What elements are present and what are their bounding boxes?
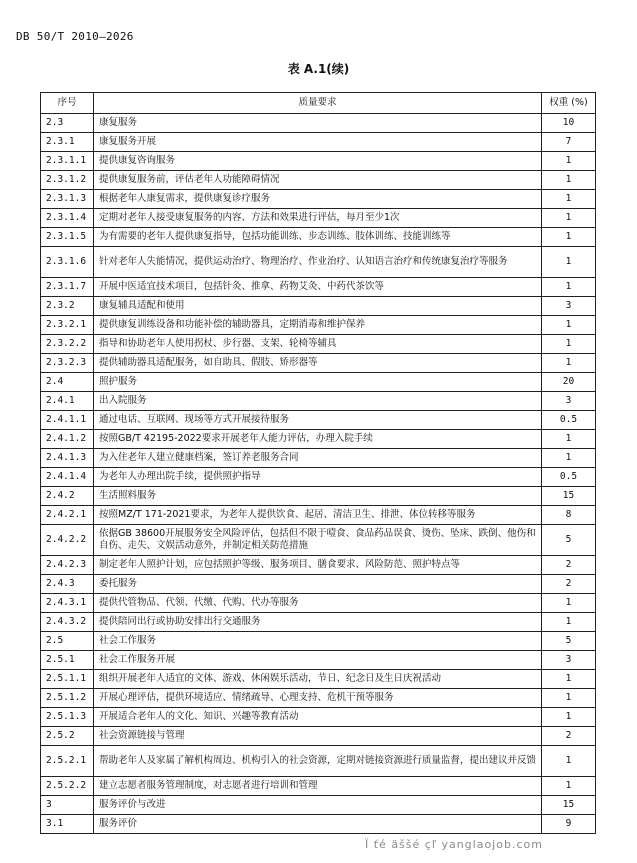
row-number-cell: 2.3.1.5 [41, 228, 94, 247]
row-number-cell: 2.4.3 [41, 575, 94, 594]
row-number-cell: 2.5.1.1 [41, 670, 94, 689]
row-weight-cell: 2 [542, 727, 596, 746]
row-number-cell: 2.5.1 [41, 651, 94, 670]
row-weight-cell: 0.5 [542, 411, 596, 430]
table-row [41, 746, 596, 777]
row-requirement-cell: 社会工作服务 [94, 632, 542, 651]
table-row [41, 297, 596, 316]
row-requirement-cell: 社会工作服务开展 [94, 651, 542, 670]
row-requirement-cell: 提供康复服务前，评估老年人功能障碍情况 [94, 171, 542, 190]
row-weight-cell: 5 [542, 632, 596, 651]
row-number-cell: 2.3.1.1 [41, 152, 94, 171]
row-number-cell: 2.3.1 [41, 133, 94, 152]
row-requirement-cell: 为有需要的老年人提供康复指导，包括功能训练、步态训练、肢体训练、技能训练等 [94, 228, 542, 247]
row-weight-cell: 10 [542, 114, 596, 133]
row-weight-cell: 0.5 [542, 468, 596, 487]
column-header-weight: 权重 (%) [542, 93, 596, 114]
watermark-text: Ï ťé äššé çľ yanglaojob.com [365, 838, 543, 851]
row-requirement-cell: 开展心理评估，提供环境适应、情绪疏导、心理支持、危机干预等服务 [94, 689, 542, 708]
row-weight-cell: 1 [542, 430, 596, 449]
row-requirement-cell: 服务评价与改进 [94, 796, 542, 815]
table-row [41, 468, 596, 487]
row-number-cell: 2.4.3.1 [41, 594, 94, 613]
table-row [41, 152, 596, 171]
row-requirement-cell: 根据老年人康复需求，提供康复诊疗服务 [94, 190, 542, 209]
row-requirement-cell: 康复辅具适配和使用 [94, 297, 542, 316]
column-header-number: 序号 [41, 93, 94, 114]
row-weight-cell: 8 [542, 506, 596, 525]
row-weight-cell: 1 [542, 746, 596, 777]
row-number-cell: 2.3.1.7 [41, 278, 94, 297]
table-row [41, 708, 596, 727]
row-number-cell: 2.3.1.3 [41, 190, 94, 209]
row-weight-cell: 20 [542, 373, 596, 392]
row-weight-cell: 3 [542, 651, 596, 670]
row-weight-cell: 1 [542, 209, 596, 228]
row-number-cell: 2.4.1.4 [41, 468, 94, 487]
table-row [41, 556, 596, 575]
row-weight-cell: 1 [542, 278, 596, 297]
row-weight-cell: 1 [542, 613, 596, 632]
row-requirement-cell: 按照GB/T 42195-2022要求开展老年人能力评估，办理入院手续 [94, 430, 542, 449]
row-requirement-cell: 指导和协助老年人使用拐杖、步行器、支架、轮椅等辅具 [94, 335, 542, 354]
row-weight-cell: 1 [542, 594, 596, 613]
row-weight-cell: 1 [542, 777, 596, 796]
table-row [41, 228, 596, 247]
row-requirement-cell: 通过电话、互联网、现场等方式开展接待服务 [94, 411, 542, 430]
row-weight-cell: 1 [542, 708, 596, 727]
row-requirement-cell: 康复服务开展 [94, 133, 542, 152]
table-row [41, 209, 596, 228]
row-weight-cell: 7 [542, 133, 596, 152]
table-row [41, 411, 596, 430]
row-number-cell: 2.5.1.3 [41, 708, 94, 727]
row-number-cell: 2.4.1.3 [41, 449, 94, 468]
row-weight-cell: 3 [542, 392, 596, 411]
row-number-cell: 2.4 [41, 373, 94, 392]
table-row [41, 278, 596, 297]
row-weight-cell: 15 [542, 487, 596, 506]
row-number-cell: 2.3.2.1 [41, 316, 94, 335]
row-requirement-cell: 组织开展老年人适宜的文体、游戏、休闲娱乐活动，节日、纪念日及生日庆祝活动 [94, 670, 542, 689]
row-requirement-cell: 依据GB 38600开展服务安全风险评估，包括但不限于噎食、食品药品误食、烫伤、坠床、跌倒、他伤和自伤、走失、文娱活动意外，并制定相关防范措施 [94, 525, 542, 556]
row-number-cell: 3.1 [41, 815, 94, 834]
table-row [41, 815, 596, 834]
table-row [41, 316, 596, 335]
table-row [41, 796, 596, 815]
table-row [41, 651, 596, 670]
row-number-cell: 2.3.1.6 [41, 247, 94, 278]
table-row [41, 133, 596, 152]
row-weight-cell: 2 [542, 575, 596, 594]
row-number-cell: 2.5.2.1 [41, 746, 94, 777]
row-number-cell: 2.4.2.2 [41, 525, 94, 556]
row-requirement-cell: 提供康复训练设备和功能补偿的辅助器具，定期消毒和维护保养 [94, 316, 542, 335]
row-requirement-cell: 提供陪同出行或协助安排出行交通服务 [94, 613, 542, 632]
row-requirement-cell: 建立志愿者服务管理制度，对志愿者进行培训和管理 [94, 777, 542, 796]
row-number-cell: 2.4.1.2 [41, 430, 94, 449]
quality-requirements-table [40, 92, 596, 834]
row-number-cell: 2.5 [41, 632, 94, 651]
row-weight-cell: 9 [542, 815, 596, 834]
row-requirement-cell: 生活照料服务 [94, 487, 542, 506]
table-row [41, 247, 596, 278]
row-requirement-cell: 针对老年人失能情况，提供运动治疗、物理治疗、作业治疗、认知语言治疗和传统康复治疗等服务 [94, 247, 542, 278]
row-requirement-cell: 为入住老年人建立健康档案，签订养老服务合同 [94, 449, 542, 468]
table-header-row [41, 93, 596, 114]
table-row [41, 613, 596, 632]
row-number-cell: 3 [41, 796, 94, 815]
row-weight-cell: 1 [542, 247, 596, 278]
row-weight-cell: 1 [542, 152, 596, 171]
table-row [41, 727, 596, 746]
row-weight-cell: 1 [542, 335, 596, 354]
row-number-cell: 2.3.1.2 [41, 171, 94, 190]
table-row [41, 689, 596, 708]
row-number-cell: 2.5.2.2 [41, 777, 94, 796]
column-header-requirement: 质量要求 [94, 93, 542, 114]
row-weight-cell: 1 [542, 171, 596, 190]
table-row [41, 354, 596, 373]
row-number-cell: 2.4.2 [41, 487, 94, 506]
row-weight-cell: 3 [542, 297, 596, 316]
row-weight-cell: 1 [542, 670, 596, 689]
row-requirement-cell: 服务评价 [94, 815, 542, 834]
row-number-cell: 2.5.2 [41, 727, 94, 746]
table-row [41, 525, 596, 556]
row-number-cell: 2.3.2.2 [41, 335, 94, 354]
table-row [41, 392, 596, 411]
row-requirement-cell: 出入院服务 [94, 392, 542, 411]
row-number-cell: 2.3.2 [41, 297, 94, 316]
row-weight-cell: 1 [542, 449, 596, 468]
row-number-cell: 2.3 [41, 114, 94, 133]
row-number-cell: 2.4.2.3 [41, 556, 94, 575]
row-weight-cell: 15 [542, 796, 596, 815]
row-weight-cell: 1 [542, 190, 596, 209]
table-row [41, 594, 596, 613]
row-requirement-cell: 提供代管物品、代领、代缴、代购、代办等服务 [94, 594, 542, 613]
row-weight-cell: 1 [542, 228, 596, 247]
row-requirement-cell: 开展适合老年人的文化、知识、兴趣等教育活动 [94, 708, 542, 727]
table-row [41, 430, 596, 449]
table-row [41, 449, 596, 468]
row-weight-cell: 1 [542, 354, 596, 373]
row-requirement-cell: 开展中医适宜技术项目，包括针灸、推拿、药物艾灸、中药代茶饮等 [94, 278, 542, 297]
row-requirement-cell: 帮助老年人及家属了解机构周边、机构引入的社会资源，定期对链接资源进行质量监督，提出建议并反馈 [94, 746, 542, 777]
table-title: 表 A.1(续) [287, 62, 350, 76]
table-row [41, 190, 596, 209]
table-row [41, 373, 596, 392]
row-requirement-cell: 康复服务 [94, 114, 542, 133]
row-number-cell: 2.4.1 [41, 392, 94, 411]
table-row [41, 171, 596, 190]
row-weight-cell: 1 [542, 689, 596, 708]
table-row [41, 506, 596, 525]
row-number-cell: 2.3.1.4 [41, 209, 94, 228]
row-weight-cell: 5 [542, 525, 596, 556]
table-row [41, 487, 596, 506]
document-code: DB 50/T 2010—2026 [16, 30, 134, 43]
row-number-cell: 2.4.2.1 [41, 506, 94, 525]
table-row [41, 632, 596, 651]
row-number-cell: 2.4.3.2 [41, 613, 94, 632]
row-requirement-cell: 按照MZ/T 171-2021要求，为老年人提供饮食、起居、清洁卫生、排泄、体位转移等服务 [94, 506, 542, 525]
row-weight-cell: 1 [542, 316, 596, 335]
row-number-cell: 2.4.1.1 [41, 411, 94, 430]
table-row [41, 114, 596, 133]
row-requirement-cell: 委托服务 [94, 575, 542, 594]
row-weight-cell: 2 [542, 556, 596, 575]
table-row [41, 777, 596, 796]
row-requirement-cell: 提供辅助器具适配服务，如自助具、假肢、矫形器等 [94, 354, 542, 373]
row-requirement-cell: 照护服务 [94, 373, 542, 392]
row-requirement-cell: 为老年人办理出院手续，提供照护指导 [94, 468, 542, 487]
row-number-cell: 2.3.2.3 [41, 354, 94, 373]
table-row [41, 575, 596, 594]
row-requirement-cell: 制定老年人照护计划，应包括照护等级、服务项目、膳食要求、风险防范、照护特点等 [94, 556, 542, 575]
row-requirement-cell: 定期对老年人接受康复服务的内容、方法和效果进行评估，每月至少1次 [94, 209, 542, 228]
row-number-cell: 2.5.1.2 [41, 689, 94, 708]
table-row [41, 335, 596, 354]
row-requirement-cell: 社会资源链接与管理 [94, 727, 542, 746]
table-row [41, 670, 596, 689]
row-requirement-cell: 提供康复咨询服务 [94, 152, 542, 171]
